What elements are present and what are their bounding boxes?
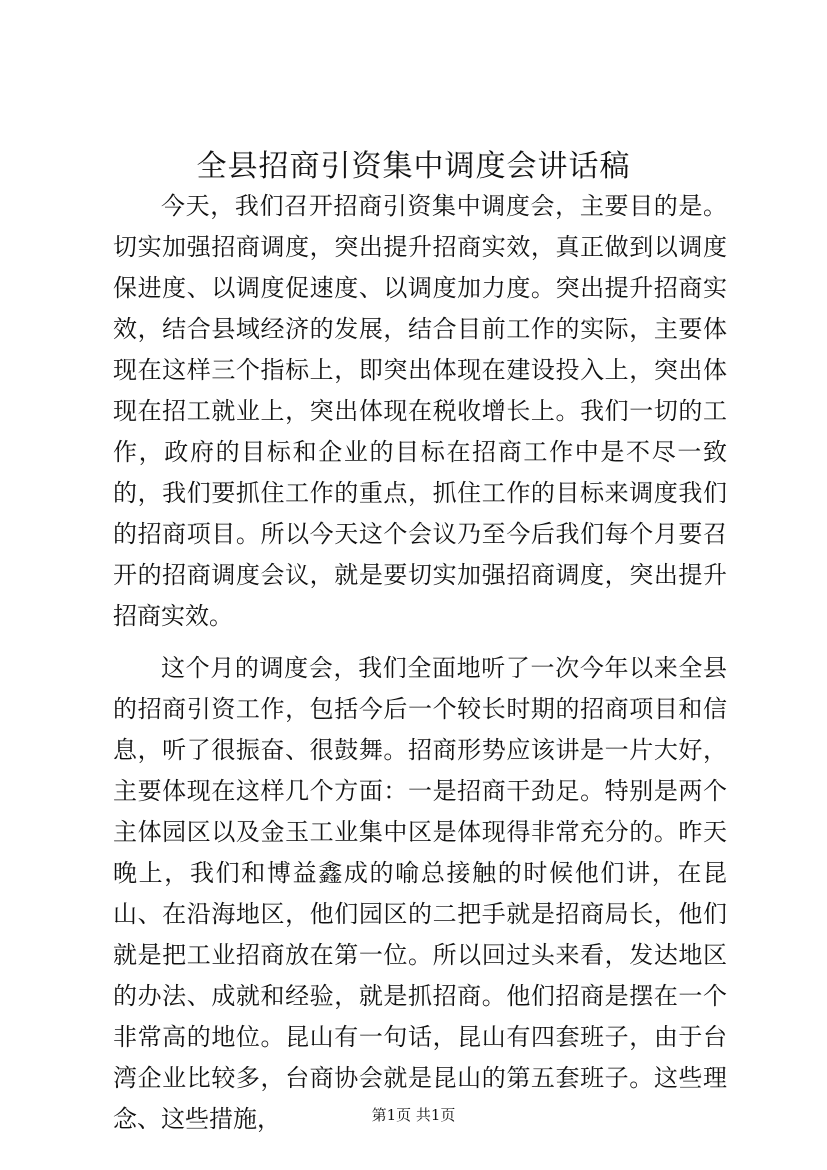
paragraph-2: 这个月的调度会，我们全面地听了一次今年以来全县的招商引资工作，包括今后一个较长时期的招商项目和信息，听了很振奋、很鼓舞。招商形势应该讲是一片大好，主要体现在这样几个方面：一是招商干劲足。特别是两个主体园区以及金玉工业集中区是体现得非常充分的。昨天晚上，我们和博益鑫成的喻总接触的时候他们讲，在昆山、在沿海地区，他们园区的二把手就是招商局长，他们就是把工业招商放在第一位。所以回过头来看，发达地区的办法、成就和经验，就是抓招商。他们招商是摆在一个非常高的地位。昆山有一句话，昆山有四套班子，由于台湾企业比较多，台商协会就是昆山的第五套班子。这些理念、这些措施， <box>113 654 727 1133</box>
document-body <box>113 186 727 1140</box>
document-title: 全县招商引资集中调度会讲话稿 <box>196 149 631 184</box>
page-footer: 第1页 共1页 <box>371 1106 456 1124</box>
paragraph-1: 今天，我们召开招商引资集中调度会，主要目的是。切实加强招商调度，突出提升招商实效，真正做到以调度保进度、以调度促速度、以调度加力度。突出提升招商实效，结合县域经济的发展，结合目前工作的实际，主要体现在这样三个指标上，即突出体现在建设投入上，突出体现在招工就业上，突出体现在税收增长上。我们一切的工作，政府的目标和企业的目标在招商工作中是不尽一致的，我们要抓住工作的重点，抓住工作的目标来调度我们的招商项目。所以今天这个会议乃至今后我们每个月要召开的招商调度会议，就是要切实加强招商调度，突出提升招商实效。 <box>113 192 727 630</box>
